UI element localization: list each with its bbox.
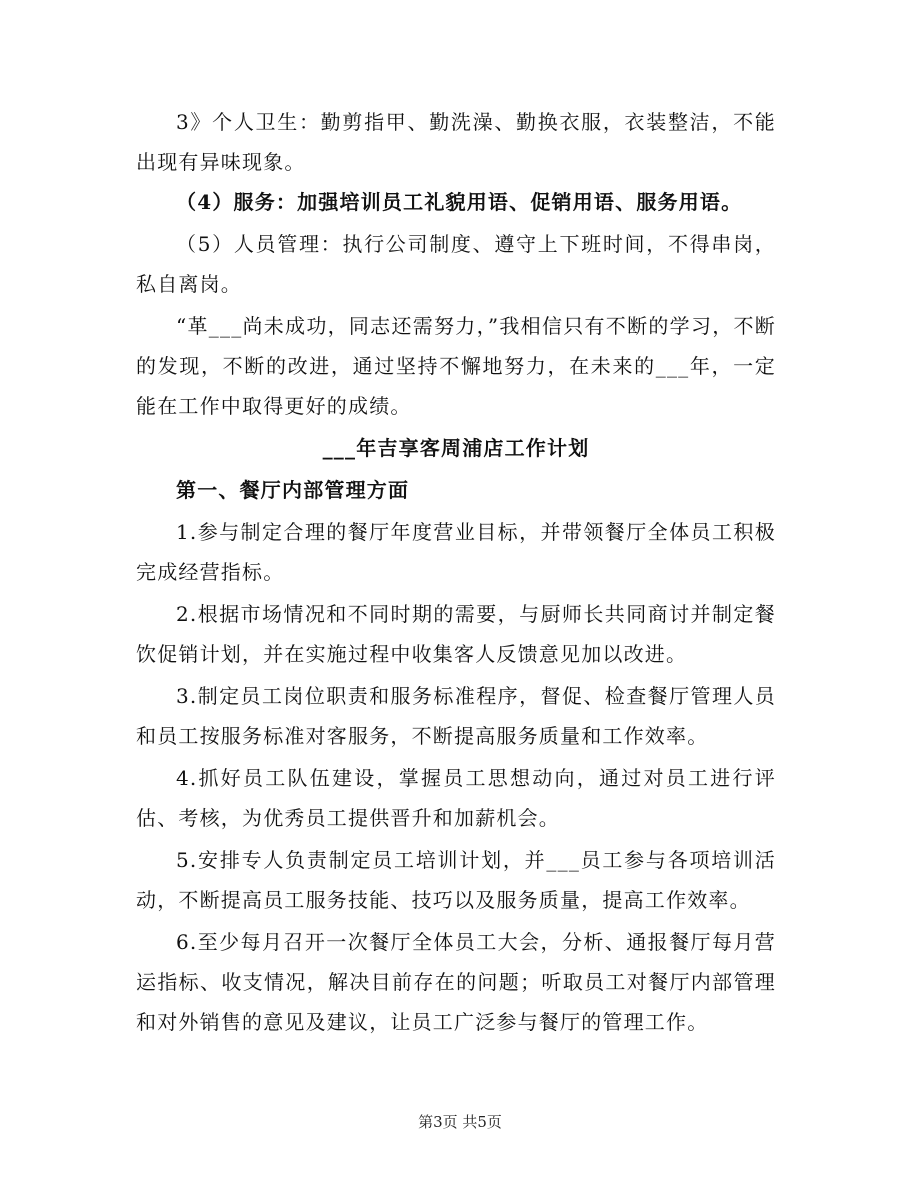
list-item-1: 1.参与制定合理的餐厅年度营业目标，并带领餐厅全体员工积极完成经营指标。: [136, 520, 776, 584]
list-item-3: 3.制定员工岗位职责和服务标准程序，督促、检查餐厅管理人员和员工按服务标准对客服务，不断提高服务质量和工作效率。: [136, 684, 776, 748]
paragraph-staff-management: （5）人员管理：执行公司制度、遵守上下班时间，不得串岗，私自离岗。: [136, 232, 776, 296]
page-number-footer: 第3页 共5页: [418, 1113, 502, 1131]
list-item-6: 6.至少每月召开一次餐厅全体员工大会，分析、通报餐厅每月营运指标、收支情况，解决目前存在的问题；听取员工对餐厅内部管理和对外销售的意见及建议，让员工广泛参与餐厅的管理工作。: [136, 930, 776, 1034]
paragraph-service: （4）服务：加强培训员工礼貌用语、促销用语、服务用语。: [176, 190, 743, 214]
plan-title: ___年吉享客周浦店工作计划: [322, 436, 590, 460]
paragraph-closing-remarks: “革___尚未成功，同志还需努力，”我相信只有不断的学习，不断的发现，不断的改进，通过坚持不懈地努力，在未来的___年，一定能在工作中取得更好的成绩。: [136, 314, 776, 418]
paragraph-personal-hygiene: 3》个人卫生：勤剪指甲、勤洗澡、勤换衣服，衣装整洁，不能出现有异味现象。: [136, 110, 776, 174]
section-heading-internal-management: 第一、餐厅内部管理方面: [176, 478, 410, 502]
list-item-5: 5.安排专人负责制定员工培训计划，并___员工参与各项培训活动，不断提高员工服务技能、技巧以及服务质量，提高工作效率。: [136, 848, 776, 912]
list-item-4: 4.抓好员工队伍建设，掌握员工思想动向，通过对员工进行评估、考核，为优秀员工提供晋升和加薪机会。: [136, 766, 776, 830]
list-item-2: 2.根据市场情况和不同时期的需要，与厨师长共同商讨并制定餐饮促销计划，并在实施过程中收集客人反馈意见加以改进。: [136, 602, 776, 666]
